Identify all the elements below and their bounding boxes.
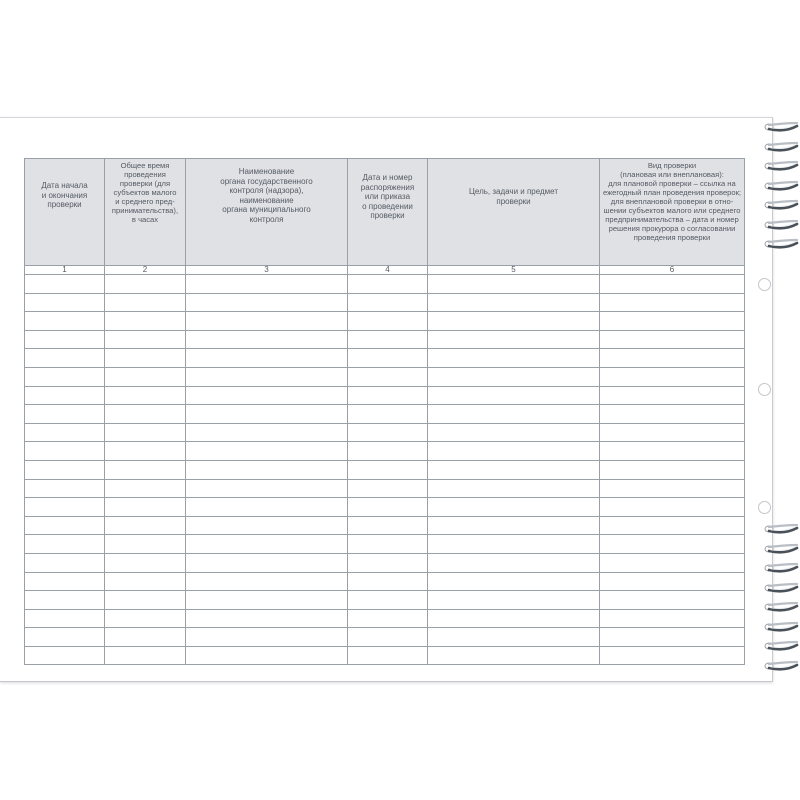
- table-cell: [348, 646, 428, 665]
- table-cell: [428, 275, 600, 294]
- table-cell: [25, 553, 105, 572]
- table-cell: [428, 405, 600, 424]
- table-cell: [600, 572, 745, 591]
- table-cell: [600, 516, 745, 535]
- spiral-coil: [764, 218, 800, 232]
- table-row: [25, 275, 745, 294]
- table-cell: [186, 442, 348, 461]
- table-cell: [105, 646, 186, 665]
- table-cell: [25, 516, 105, 535]
- table-cell: [428, 442, 600, 461]
- table-cell: [428, 312, 600, 331]
- table-row: [25, 405, 745, 424]
- table-cell: [428, 460, 600, 479]
- table-cell: [600, 367, 745, 386]
- table-cell: [428, 479, 600, 498]
- table-cell: [186, 386, 348, 405]
- table-cell: [186, 516, 348, 535]
- table-row: [25, 386, 745, 405]
- table-cell: [348, 405, 428, 424]
- table-row: [25, 460, 745, 479]
- table-cell: [105, 553, 186, 572]
- table-cell: [186, 553, 348, 572]
- table-cell: [348, 330, 428, 349]
- table-cell: [348, 275, 428, 294]
- table-cell: [25, 405, 105, 424]
- table-cell: [348, 609, 428, 628]
- header-row: [25, 159, 745, 266]
- table-cell: [105, 423, 186, 442]
- table-cell: [105, 275, 186, 294]
- table-cell: [600, 349, 745, 368]
- table-cell: [186, 498, 348, 517]
- spiral-coil: [764, 639, 800, 653]
- table-cell: [428, 367, 600, 386]
- table-cell: [186, 312, 348, 331]
- table-cell: [428, 423, 600, 442]
- table-cell: [25, 498, 105, 517]
- inspection-register-table: [24, 158, 745, 665]
- table-cell: [600, 609, 745, 628]
- table-cell: [348, 460, 428, 479]
- table-cell: [105, 628, 186, 647]
- column-number-5: 5: [428, 266, 600, 275]
- table-cell: [600, 591, 745, 610]
- table-cell: [105, 293, 186, 312]
- table-row: [25, 516, 745, 535]
- table-cell: [600, 460, 745, 479]
- table-row: [25, 591, 745, 610]
- table-cell: [348, 479, 428, 498]
- spiral-coil: [764, 561, 800, 575]
- table-cell: [600, 423, 745, 442]
- table-cell: [600, 498, 745, 517]
- table-row: [25, 572, 745, 591]
- table-cell: [25, 479, 105, 498]
- table-row: [25, 628, 745, 647]
- column-number-row: [25, 266, 745, 275]
- column-number-1: 1: [25, 266, 105, 275]
- table-cell: [105, 349, 186, 368]
- table-cell: [428, 386, 600, 405]
- column-header-5: Цель, задачи и предмет проверки: [428, 159, 600, 266]
- spiral-coil: [764, 522, 800, 536]
- table-cell: [600, 405, 745, 424]
- table-cell: [186, 591, 348, 610]
- table-cell: [186, 646, 348, 665]
- table-cell: [186, 275, 348, 294]
- spiral-coil: [764, 198, 800, 212]
- table-cell: [428, 516, 600, 535]
- table-cell: [25, 349, 105, 368]
- table-cell: [428, 553, 600, 572]
- column-number-6: 6: [600, 266, 745, 275]
- table-cell: [25, 442, 105, 461]
- table-cell: [348, 349, 428, 368]
- spiral-coil: [764, 140, 800, 154]
- table-cell: [348, 442, 428, 461]
- table-cell: [105, 572, 186, 591]
- binder-hole: [758, 278, 771, 291]
- table-cell: [600, 646, 745, 665]
- table-row: [25, 609, 745, 628]
- column-header-1: Дата начала и окончания проверки: [25, 159, 105, 266]
- table-cell: [25, 591, 105, 610]
- table-cell: [348, 535, 428, 554]
- table-row: [25, 479, 745, 498]
- table-row: [25, 535, 745, 554]
- table-row: [25, 423, 745, 442]
- column-header-6: Вид проверки (плановая или внеплановая): для плановой проверки – ссылка на ежегодный план проведения проверок; для внеплановой проверки в отно- шении субъектов малого или среднего предпринимательства – дата и номер решения прокурора о согласовании проведения проверки: [600, 159, 745, 266]
- table-cell: [600, 275, 745, 294]
- table-row: [25, 293, 745, 312]
- table-cell: [25, 423, 105, 442]
- table-cell: [186, 572, 348, 591]
- table-cell: [25, 572, 105, 591]
- table-cell: [428, 498, 600, 517]
- table-row: [25, 498, 745, 517]
- table-cell: [600, 312, 745, 331]
- table-cell: [428, 349, 600, 368]
- table-cell: [428, 572, 600, 591]
- table-cell: [348, 553, 428, 572]
- spiral-coil: [764, 659, 800, 673]
- table-cell: [186, 460, 348, 479]
- binder-hole: [758, 383, 771, 396]
- table-cell: [186, 479, 348, 498]
- spiral-coil: [764, 237, 800, 251]
- table-cell: [105, 535, 186, 554]
- table-cell: [25, 386, 105, 405]
- column-header-2: Общее время проведения проверки (для субъектов малого и среднего пред- принимательства), в часах: [105, 159, 186, 266]
- table-cell: [105, 442, 186, 461]
- table-cell: [25, 293, 105, 312]
- table-cell: [105, 498, 186, 517]
- table-cell: [186, 628, 348, 647]
- table-cell: [105, 312, 186, 331]
- spiral-coil: [764, 600, 800, 614]
- table-cell: [428, 646, 600, 665]
- table-cell: [105, 460, 186, 479]
- table-row: [25, 330, 745, 349]
- table-cell: [186, 609, 348, 628]
- binder-hole: [758, 501, 771, 514]
- table-cell: [186, 367, 348, 386]
- table-cell: [25, 275, 105, 294]
- table-row: [25, 646, 745, 665]
- table-cell: [348, 367, 428, 386]
- table-cell: [428, 535, 600, 554]
- table-cell: [348, 516, 428, 535]
- table-cell: [25, 367, 105, 386]
- table-cell: [348, 423, 428, 442]
- column-number-3: 3: [186, 266, 348, 275]
- table-cell: [600, 553, 745, 572]
- column-number-2: 2: [105, 266, 186, 275]
- table-cell: [105, 367, 186, 386]
- column-number-4: 4: [348, 266, 428, 275]
- table-cell: [600, 628, 745, 647]
- table-row: [25, 442, 745, 461]
- table-cell: [25, 330, 105, 349]
- table-cell: [600, 442, 745, 461]
- table-row: [25, 553, 745, 572]
- table-cell: [348, 312, 428, 331]
- table-cell: [25, 460, 105, 479]
- table-cell: [348, 386, 428, 405]
- table-cell: [600, 330, 745, 349]
- table-row: [25, 367, 745, 386]
- table-cell: [348, 628, 428, 647]
- table-cell: [186, 535, 348, 554]
- table-cell: [105, 479, 186, 498]
- table-cell: [348, 498, 428, 517]
- table-cell: [25, 312, 105, 331]
- table-cell: [186, 423, 348, 442]
- table-cell: [25, 609, 105, 628]
- table-cell: [600, 479, 745, 498]
- table-cell: [428, 293, 600, 312]
- table-row: [25, 349, 745, 368]
- column-header-4: Дата и номер распоряжения или приказа о проведении проверки: [348, 159, 428, 266]
- table-cell: [105, 405, 186, 424]
- table-cell: [348, 591, 428, 610]
- spiral-coil: [764, 120, 800, 134]
- table-cell: [428, 330, 600, 349]
- table-cell: [600, 386, 745, 405]
- table-cell: [25, 628, 105, 647]
- table-cell: [25, 535, 105, 554]
- table-cell: [186, 349, 348, 368]
- table-cell: [105, 591, 186, 610]
- table-cell: [105, 516, 186, 535]
- table-cell: [428, 609, 600, 628]
- spiral-coil: [764, 542, 800, 556]
- table-cell: [105, 386, 186, 405]
- table-cell: [186, 405, 348, 424]
- table-cell: [348, 293, 428, 312]
- table-row: [25, 312, 745, 331]
- table-cell: [600, 535, 745, 554]
- spiral-coil: [764, 179, 800, 193]
- table-cell: [348, 572, 428, 591]
- spiral-coil: [764, 620, 800, 634]
- table-cell: [600, 293, 745, 312]
- spiral-coil: [764, 581, 800, 595]
- table-cell: [105, 609, 186, 628]
- table-cell: [186, 330, 348, 349]
- spiral-coil: [764, 159, 800, 173]
- table-cell: [186, 293, 348, 312]
- table-cell: [25, 646, 105, 665]
- column-header-3: Наименование органа государственного контроля (надзора), наименование органа муниципального контроля: [186, 159, 348, 266]
- table-cell: [428, 628, 600, 647]
- table-cell: [428, 591, 600, 610]
- table-cell: [105, 330, 186, 349]
